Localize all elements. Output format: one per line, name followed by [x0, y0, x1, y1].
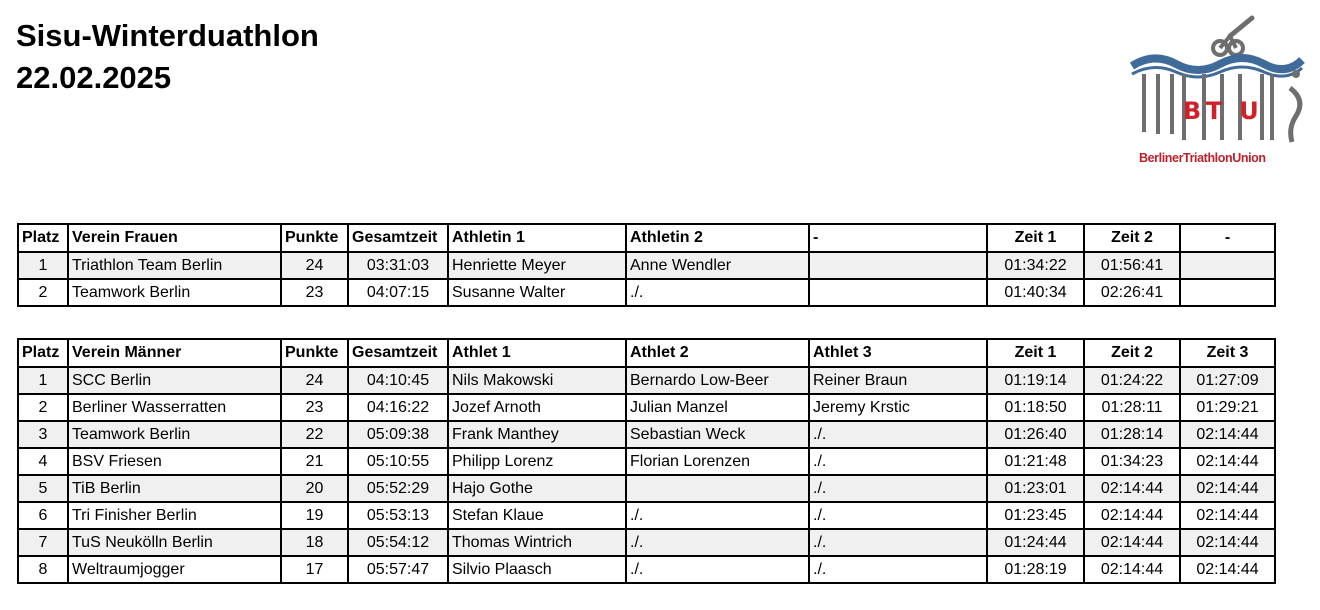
col-header-zeit-1: Zeit 1 [987, 224, 1084, 252]
cell-gesamtzeit: 05:54:12 [348, 529, 448, 556]
cell-athlet-3: ./. [809, 448, 987, 475]
cell-zeit-3 [1180, 252, 1275, 279]
cell-punkte: 23 [281, 279, 348, 306]
cell-zeit-3: 02:14:44 [1180, 475, 1275, 502]
col-header-athlet-1: Athletin 1 [448, 224, 626, 252]
table-row [18, 252, 1275, 279]
col-header-zeit-2: Zeit 2 [1084, 339, 1180, 367]
col-header-gesamtzeit: Gesamtzeit [348, 339, 448, 367]
cell-zeit-3: 02:14:44 [1180, 502, 1275, 529]
table-row [18, 448, 1275, 475]
cell-zeit-2: 02:14:44 [1084, 502, 1180, 529]
col-header-verein: Verein Frauen [68, 224, 281, 252]
col-header-athlet-2: Athlet 2 [626, 339, 809, 367]
cell-gesamtzeit: 05:57:47 [348, 556, 448, 583]
col-header-athlet-2: Athletin 2 [626, 224, 809, 252]
cell-zeit-1: 01:19:14 [987, 367, 1084, 394]
cell-zeit-2: 01:24:22 [1084, 367, 1180, 394]
cell-athlet-1: Nils Makowski [448, 367, 626, 394]
cell-punkte: 18 [281, 529, 348, 556]
cell-verein: Teamwork Berlin [68, 421, 281, 448]
cell-zeit-2: 02:14:44 [1084, 475, 1180, 502]
cell-athlet-2: Julian Manzel [626, 394, 809, 421]
cell-athlet-3: ./. [809, 475, 987, 502]
btu-logo [1126, 12, 1306, 172]
cell-zeit-1: 01:23:45 [987, 502, 1084, 529]
cell-platz: 3 [18, 421, 68, 448]
cell-zeit-2: 02:14:44 [1084, 529, 1180, 556]
page-title: Sisu-Winterduathlon [16, 18, 319, 53]
cell-athlet-1: Philipp Lorenz [448, 448, 626, 475]
cell-platz: 6 [18, 502, 68, 529]
cell-zeit-1: 01:21:48 [987, 448, 1084, 475]
cell-zeit-2: 02:14:44 [1084, 556, 1180, 583]
cell-gesamtzeit: 05:10:55 [348, 448, 448, 475]
table-header-row [18, 224, 1275, 252]
event-date: 22.02.2025 [16, 60, 172, 95]
table-row [18, 279, 1275, 306]
col-header-punkte: Punkte [281, 339, 348, 367]
cell-gesamtzeit: 05:09:38 [348, 421, 448, 448]
cell-athlet-1: Susanne Walter [448, 279, 626, 306]
col-header-athlet-3: - [809, 224, 987, 252]
col-header-platz: Platz [18, 224, 68, 252]
cell-athlet-1: Henriette Meyer [448, 252, 626, 279]
cell-gesamtzeit: 04:10:45 [348, 367, 448, 394]
col-header-verein: Verein Männer [68, 339, 281, 367]
cell-athlet-3: ./. [809, 556, 987, 583]
cell-zeit-1: 01:18:50 [987, 394, 1084, 421]
cell-verein: SCC Berlin [68, 367, 281, 394]
table-row [18, 394, 1275, 421]
logo-letter-b: B [1182, 97, 1202, 125]
cell-zeit-1: 01:23:01 [987, 475, 1084, 502]
cell-athlet-2: Sebastian Weck [626, 421, 809, 448]
cell-platz: 7 [18, 529, 68, 556]
cell-gesamtzeit: 04:07:15 [348, 279, 448, 306]
cell-punkte: 22 [281, 421, 348, 448]
cell-athlet-3: ./. [809, 529, 987, 556]
results-table-men [17, 338, 1276, 584]
cell-athlet-1: Stefan Klaue [448, 502, 626, 529]
cell-zeit-1: 01:26:40 [987, 421, 1084, 448]
cell-punkte: 17 [281, 556, 348, 583]
cell-athlet-1: Silvio Plaasch [448, 556, 626, 583]
cell-athlet-3: Reiner Braun [809, 367, 987, 394]
cell-platz: 1 [18, 367, 68, 394]
cell-platz: 4 [18, 448, 68, 475]
cell-zeit-3: 01:27:09 [1180, 367, 1275, 394]
cell-zeit-3: 02:14:44 [1180, 448, 1275, 475]
cell-punkte: 19 [281, 502, 348, 529]
cell-zeit-2: 02:26:41 [1084, 279, 1180, 306]
cell-gesamtzeit: 05:52:29 [348, 475, 448, 502]
col-header-platz: Platz [18, 339, 68, 367]
cell-verein: TuS Neukölln Berlin [68, 529, 281, 556]
cell-zeit-3: 01:29:21 [1180, 394, 1275, 421]
cell-zeit-1: 01:34:22 [987, 252, 1084, 279]
cell-athlet-3: ./. [809, 502, 987, 529]
cell-verein: Berliner Wasserratten [68, 394, 281, 421]
cell-gesamtzeit: 05:53:13 [348, 502, 448, 529]
table-row [18, 529, 1275, 556]
cell-athlet-2: ./. [626, 279, 809, 306]
cell-athlet-2: ./. [626, 529, 809, 556]
cell-zeit-2: 01:28:14 [1084, 421, 1180, 448]
col-header-zeit-3: Zeit 3 [1180, 339, 1275, 367]
cell-athlet-1: Hajo Gothe [448, 475, 626, 502]
cell-zeit-2: 01:28:11 [1084, 394, 1180, 421]
cell-gesamtzeit: 04:16:22 [348, 394, 448, 421]
cell-athlet-2 [626, 475, 809, 502]
col-header-zeit-2: Zeit 2 [1084, 224, 1180, 252]
cell-athlet-2: ./. [626, 556, 809, 583]
cell-platz: 2 [18, 279, 68, 306]
table-row [18, 367, 1275, 394]
table-header-row [18, 339, 1275, 367]
col-header-gesamtzeit: Gesamtzeit [348, 224, 448, 252]
cell-athlet-2: ./. [626, 502, 809, 529]
table-row [18, 475, 1275, 502]
logo-letter-u: U [1239, 97, 1259, 125]
cell-zeit-3: 02:14:44 [1180, 556, 1275, 583]
cell-athlet-2: Bernardo Low-Beer [626, 367, 809, 394]
cell-athlet-1: Jozef Arnoth [448, 394, 626, 421]
cell-zeit-1: 01:40:34 [987, 279, 1084, 306]
table-row [18, 421, 1275, 448]
cell-zeit-1: 01:28:19 [987, 556, 1084, 583]
cell-athlet-3 [809, 279, 987, 306]
cell-zeit-3: 02:14:44 [1180, 421, 1275, 448]
results-table-women [17, 223, 1276, 307]
cell-athlet-3: Jeremy Krstic [809, 394, 987, 421]
cell-verein: Weltraumjogger [68, 556, 281, 583]
cell-punkte: 24 [281, 367, 348, 394]
cell-athlet-2: Florian Lorenzen [626, 448, 809, 475]
cell-athlet-1: Thomas Wintrich [448, 529, 626, 556]
cell-verein: BSV Friesen [68, 448, 281, 475]
col-header-zeit-3: - [1180, 224, 1275, 252]
cell-zeit-1: 01:24:44 [987, 529, 1084, 556]
cell-verein: Teamwork Berlin [68, 279, 281, 306]
table-row [18, 502, 1275, 529]
cell-athlet-2: Anne Wendler [626, 252, 809, 279]
cell-punkte: 24 [281, 252, 348, 279]
cell-punkte: 21 [281, 448, 348, 475]
cell-platz: 2 [18, 394, 68, 421]
col-header-athlet-3: Athlet 3 [809, 339, 987, 367]
cyclist-icon [1213, 18, 1252, 55]
col-header-punkte: Punkte [281, 224, 348, 252]
cell-punkte: 23 [281, 394, 348, 421]
cell-punkte: 20 [281, 475, 348, 502]
cell-zeit-2: 01:34:23 [1084, 448, 1180, 475]
col-header-athlet-1: Athlet 1 [448, 339, 626, 367]
logo-letter-t: T [1205, 97, 1223, 125]
cell-athlet-3: ./. [809, 421, 987, 448]
cell-verein: TiB Berlin [68, 475, 281, 502]
cell-platz: 5 [18, 475, 68, 502]
logo-wordmark: BerlinerTriathlonUnion [1139, 151, 1266, 165]
cell-gesamtzeit: 03:31:03 [348, 252, 448, 279]
cell-athlet-1: Frank Manthey [448, 421, 626, 448]
cell-zeit-2: 01:56:41 [1084, 252, 1180, 279]
cell-verein: Triathlon Team Berlin [68, 252, 281, 279]
cell-platz: 8 [18, 556, 68, 583]
cell-zeit-3 [1180, 279, 1275, 306]
table-row [18, 556, 1275, 583]
cell-verein: Tri Finisher Berlin [68, 502, 281, 529]
cell-platz: 1 [18, 252, 68, 279]
cell-athlet-3 [809, 252, 987, 279]
col-header-zeit-1: Zeit 1 [987, 339, 1084, 367]
cell-zeit-3: 02:14:44 [1180, 529, 1275, 556]
